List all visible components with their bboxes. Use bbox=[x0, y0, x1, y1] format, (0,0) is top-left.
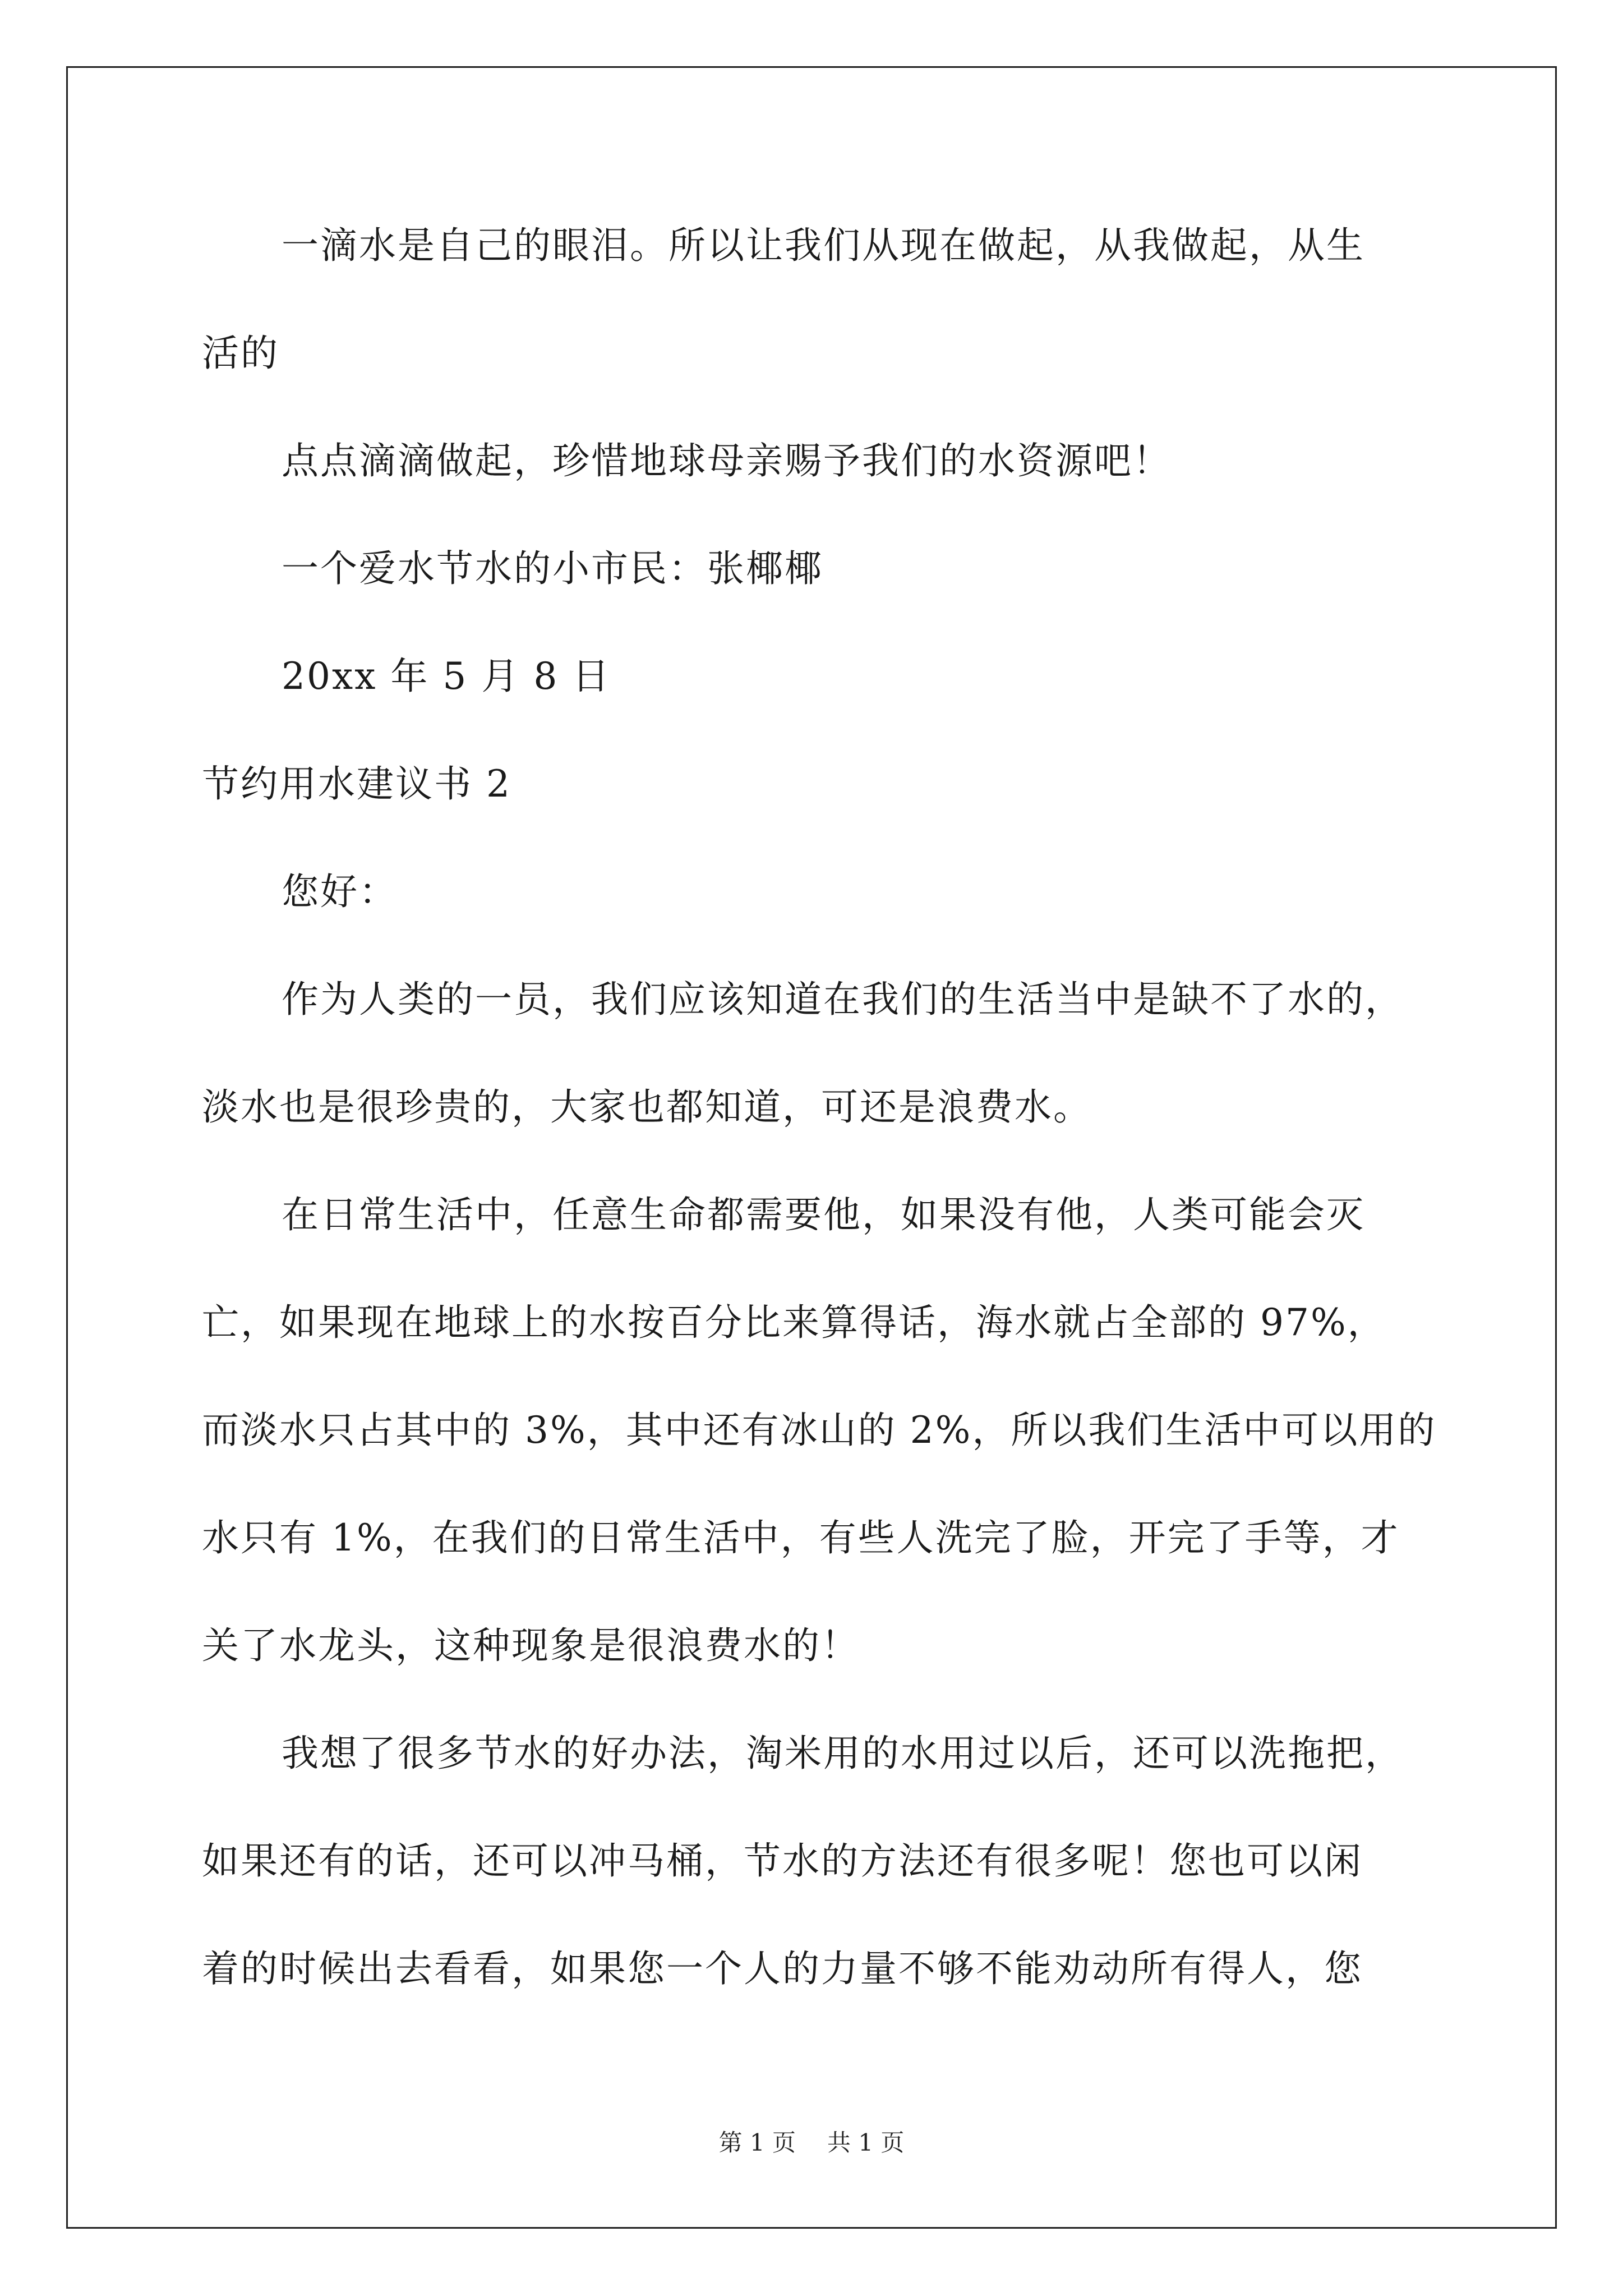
paragraph-line: 活的 bbox=[202, 332, 279, 375]
page-footer bbox=[0, 2126, 1623, 2160]
paragraph-line: 我想了很多节水的好办法，淘米用的水用过以后，还可以洗拖把， bbox=[282, 1732, 1404, 1775]
paragraph-line: 关了水龙头，这种现象是很浪费水的！ bbox=[202, 1624, 860, 1667]
date-line: 20xx 年 5 月 8 日 bbox=[282, 655, 611, 698]
paragraph-line: 水只有 1%，在我们的日常生活中，有些人洗完了脸，开完了手等，才 bbox=[202, 1516, 1400, 1559]
paragraph-line: 在日常生活中，任意生命都需要他，如果没有他，人类可能会灭 bbox=[282, 1193, 1365, 1236]
signature-line: 一个爱水节水的小市民：张椰椰 bbox=[282, 547, 823, 590]
page-number: 第 1 页 bbox=[718, 2129, 796, 2156]
page-border bbox=[66, 66, 1557, 2229]
section-title: 节约用水建议书 2 bbox=[202, 762, 511, 806]
paragraph-line: 一滴水是自己的眼泪。所以让我们从现在做起，从我做起，从生 bbox=[282, 224, 1365, 267]
paragraph-line: 而淡水只占其中的 3%，其中还有冰山的 2%，所以我们生活中可以用的 bbox=[202, 1409, 1437, 1452]
paragraph-line: 作为人类的一员，我们应该知道在我们的生活当中是缺不了水的， bbox=[282, 978, 1404, 1021]
paragraph-line: 亡，如果现在地球上的水按百分比来算得话，海水就占全部的 97%， bbox=[202, 1301, 1386, 1344]
page-total: 共 1 页 bbox=[827, 2129, 905, 2156]
paragraph-line: 淡水也是很珍贵的，大家也都知道，可还是浪费水。 bbox=[202, 1085, 1092, 1129]
paragraph-line: 点点滴滴做起，珍惜地球母亲赐予我们的水资源吧！ bbox=[282, 439, 1172, 482]
paragraph-line: 如果还有的话，还可以冲马桶，节水的方法还有很多呢！您也可以闲 bbox=[202, 1839, 1363, 1883]
paragraph-line: 着的时候出去看看，如果您一个人的力量不够不能劝动所有得人，您 bbox=[202, 1947, 1363, 1990]
greeting-line: 您好： bbox=[282, 870, 398, 913]
